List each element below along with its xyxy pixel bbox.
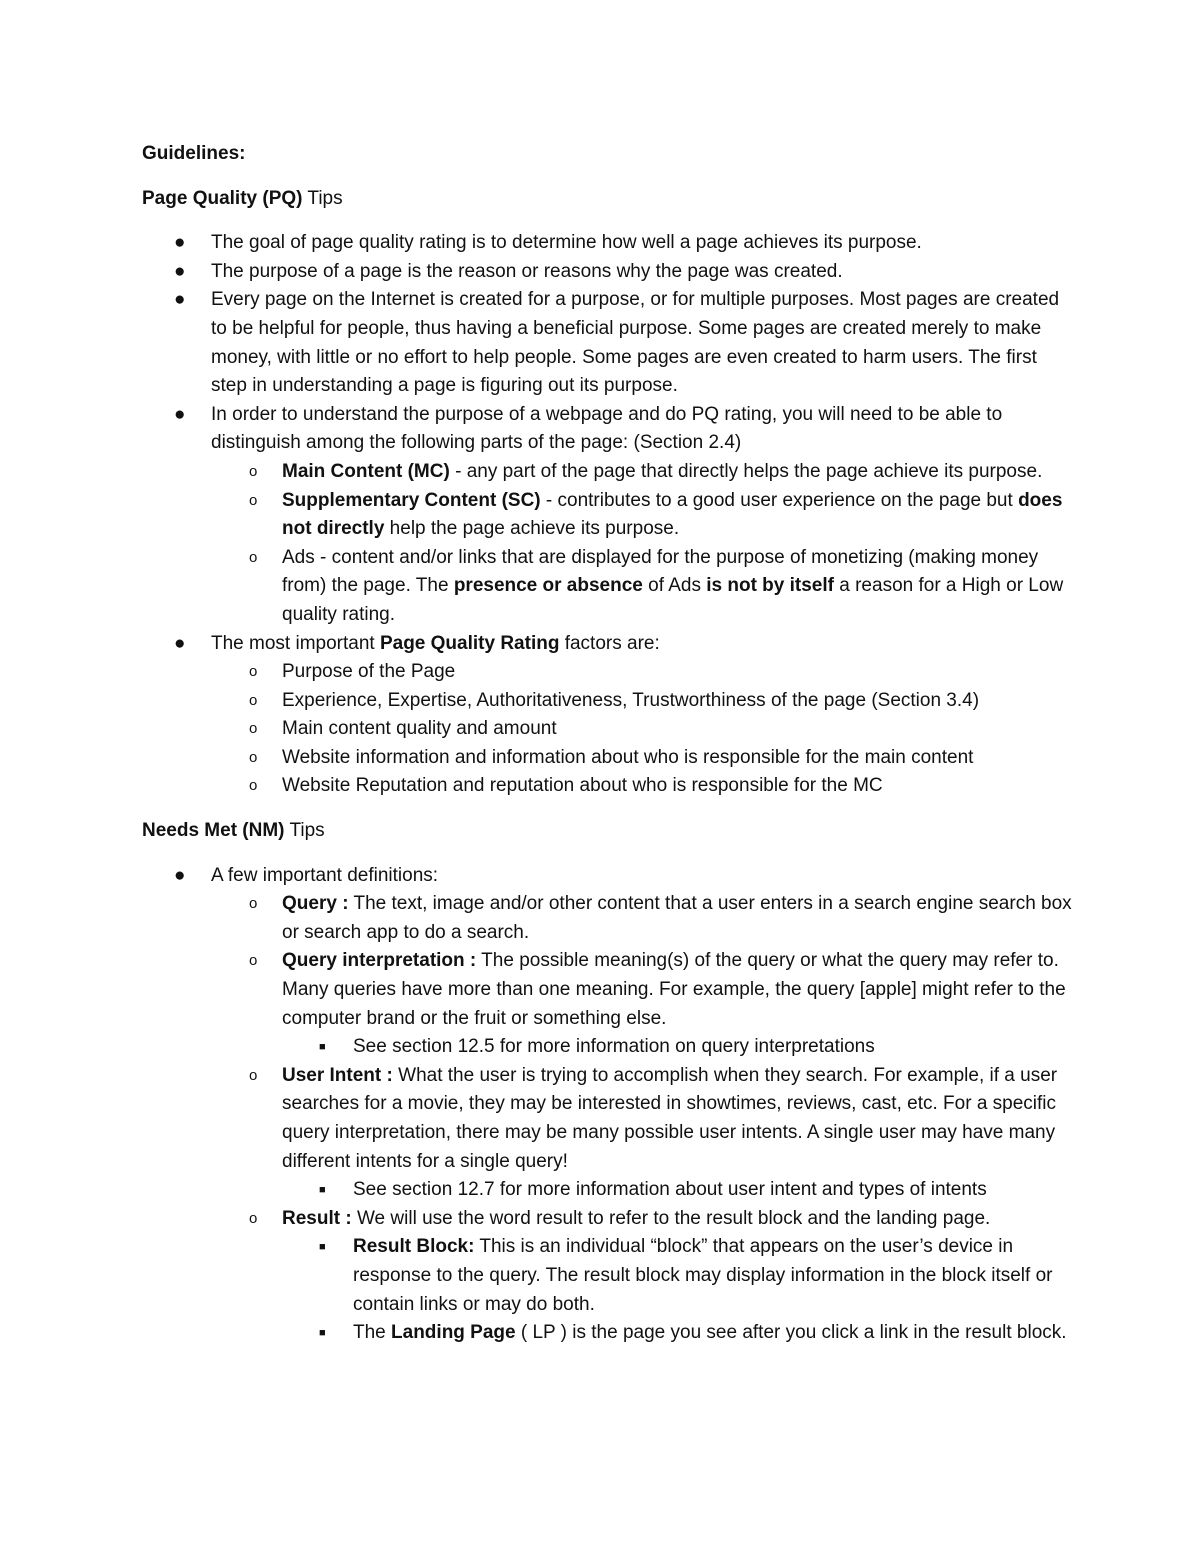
bullet-icon: ●	[174, 232, 186, 254]
list-item: ■ See section 12.7 for more information about user intent and types of intents	[282, 1176, 1072, 1205]
pq-heading	[142, 185, 1072, 214]
list-item: o Query interpretation : The possible meaning(s) of the query or what the query may refer to. Many queries have more than one meaning. For example, the query [apple] might refer to the computer brand or the fruit or something else. ■ See section 12.5 for more information on query interpretations	[211, 947, 1072, 1061]
bullet-icon: ●	[174, 403, 186, 425]
ui-sublist	[282, 1176, 1072, 1205]
list-item: o Supplementary Content (SC) - contributes to a good user experience on the page but does not directly help the page achieve its purpose.	[211, 487, 1072, 544]
list-item: o Website Reputation and reputation about who is responsible for the MC	[211, 772, 1072, 801]
pq-factors-list	[211, 658, 1072, 801]
list-item: ■ Result Block: This is an individual “block” that appears on the user’s device in response to the query. The result block may display information in the block itself or contain links or may do both.	[282, 1233, 1072, 1319]
list-item: o User Intent : What the user is trying to accomplish when they search. For example, if a user searches for a movie, they may be interested in showtimes, reviews, cast, etc. For a specific query interpretation, there may be many possible user intents. A single user may have many different intents for a single query! ■ See section 12.7 for more information about user intent and types of intents	[211, 1062, 1072, 1205]
list-item: ● The most important Page Quality Rating factors are: o Purpose of the Page o Experience, Expertise, Authoritativeness, Trustworthiness of the page (Section 3.4) o Main content quality and amount o Website information and information about who is responsible for the main content o Website Reputation and reputation about who is responsible for the MC	[142, 630, 1072, 802]
list-item: ● In order to understand the purpose of a webpage and do PQ rating, you will need to be able to distinguish among the following parts of the page: (Section 2.4) o Main Content (MC) - any part of the page that directly helps the page achieve its purpose. o Supplementary Content (SC) - contributes to a good user experience on the page but does not directly help the page achieve its purpose. o Ads - content and/or links that are displayed for the purpose of monetizing (making money from) the page. The presence or absence of Ads is not by itself a reason for a High or Low quality rating.	[142, 401, 1072, 630]
list-item: o Experience, Expertise, Authoritativeness, Trustworthiness of the page (Section 3.4)	[211, 687, 1072, 716]
list-item: ● A few important definitions: o Query : The text, image and/or other content that a user enters in a search engine search box or search app to do a search. o Query interpretation : The possible meaning(s) of the query or what the query may refer to. Many queries have more than one meaning. For example, the query [apple] might refer to the computer brand or the fruit or something else. ■ See section 12.5 for more information on query interpretations o User Intent : What the user is trying to accomplish when they search. For example, if a user searches for a movie, they may be interested in showtimes, reviews, cast, etc. For a specific query interpretation, there may be many possible user intents. A single user may have many different intents for a single query! ■ See section 12.7 for more information about user intent and types of intents o Result : We will use the word result to refer to the result block and the landing page. ■ Result Block: This is an individual “block” that appears on the user’s device in response to the query. The result block may display information in the block itself or contain links or may do both. ■ The Landing Page ( LP ) is the page you see after you click a link in the result block.	[142, 862, 1072, 1348]
circle-bullet-icon: o	[249, 491, 258, 509]
circle-bullet-icon: o	[249, 1066, 258, 1084]
list-item: o Main Content (MC) - any part of the page that directly helps the page achieve its purpose.	[211, 458, 1072, 487]
list-item: o Query : The text, image and/or other content that a user enters in a search engine search box or search app to do a search.	[211, 890, 1072, 947]
qi-sublist	[282, 1033, 1072, 1062]
document-body	[142, 140, 1072, 1364]
list-item: ● The purpose of a page is the reason or reasons why the page was created.	[142, 258, 1072, 287]
square-bullet-icon: ■	[319, 1184, 326, 1197]
circle-bullet-icon: o	[249, 462, 258, 480]
list-item: ■ See section 12.5 for more information on query interpretations	[282, 1033, 1072, 1062]
bullet-icon: ●	[174, 289, 186, 311]
page-parts-list	[211, 458, 1072, 630]
circle-bullet-icon: o	[249, 777, 258, 795]
bullet-icon: ●	[174, 864, 186, 886]
list-item: o Ads - content and/or links that are displayed for the purpose of monetizing (making money from) the page. The presence or absence of Ads is not by itself a reason for a High or Low quality rating.	[211, 544, 1072, 630]
nm-heading	[142, 817, 1072, 846]
bullet-icon: ●	[174, 632, 186, 654]
list-item: o Result : We will use the word result to refer to the result block and the landing page. ■ Result Block: This is an individual “block” that appears on the user’s device in response to the query. The result block may display information in the block itself or contain links or may do both. ■ The Landing Page ( LP ) is the page you see after you click a link in the result block.	[211, 1205, 1072, 1348]
result-sublist	[282, 1233, 1072, 1347]
nm-tips-list	[142, 862, 1072, 1348]
nm-heading-bold: Needs Met (NM)	[142, 820, 285, 842]
list-item: o Main content quality and amount	[211, 715, 1072, 744]
circle-bullet-icon: o	[249, 548, 258, 566]
pq-heading-bold: Page Quality (PQ)	[142, 187, 303, 209]
list-item: ● The goal of page quality rating is to determine how well a page achieves its purpose.	[142, 229, 1072, 258]
definitions-list	[211, 890, 1072, 1348]
circle-bullet-icon: o	[249, 1209, 258, 1227]
circle-bullet-icon: o	[249, 720, 258, 738]
circle-bullet-icon: o	[249, 952, 258, 970]
list-item: ■ The Landing Page ( LP ) is the page you see after you click a link in the result block.	[282, 1319, 1072, 1348]
square-bullet-icon: ■	[319, 1327, 326, 1340]
circle-bullet-icon: o	[249, 663, 258, 681]
list-item: o Website information and information about who is responsible for the main content	[211, 744, 1072, 773]
circle-bullet-icon: o	[249, 895, 258, 913]
bullet-icon: ●	[174, 260, 186, 282]
square-bullet-icon: ■	[319, 1041, 326, 1054]
square-bullet-icon: ■	[319, 1241, 326, 1254]
guidelines-heading: Guidelines:	[142, 143, 246, 164]
pq-tips-list	[142, 229, 1072, 801]
circle-bullet-icon: o	[249, 691, 258, 709]
list-item: ● Every page on the Internet is created for a purpose, or for multiple purposes. Most pages are created to be helpful for people, thus having a beneficial purpose. Some pages are created merely to make money, with little or no effort to help people. Some pages are even created to harm users. The first step in understanding a page is figuring out its purpose.	[142, 286, 1072, 400]
circle-bullet-icon: o	[249, 748, 258, 766]
nm-heading-suffix: Tips	[284, 820, 325, 842]
list-item: o Purpose of the Page	[211, 658, 1072, 687]
pq-heading-suffix: Tips	[302, 187, 343, 209]
